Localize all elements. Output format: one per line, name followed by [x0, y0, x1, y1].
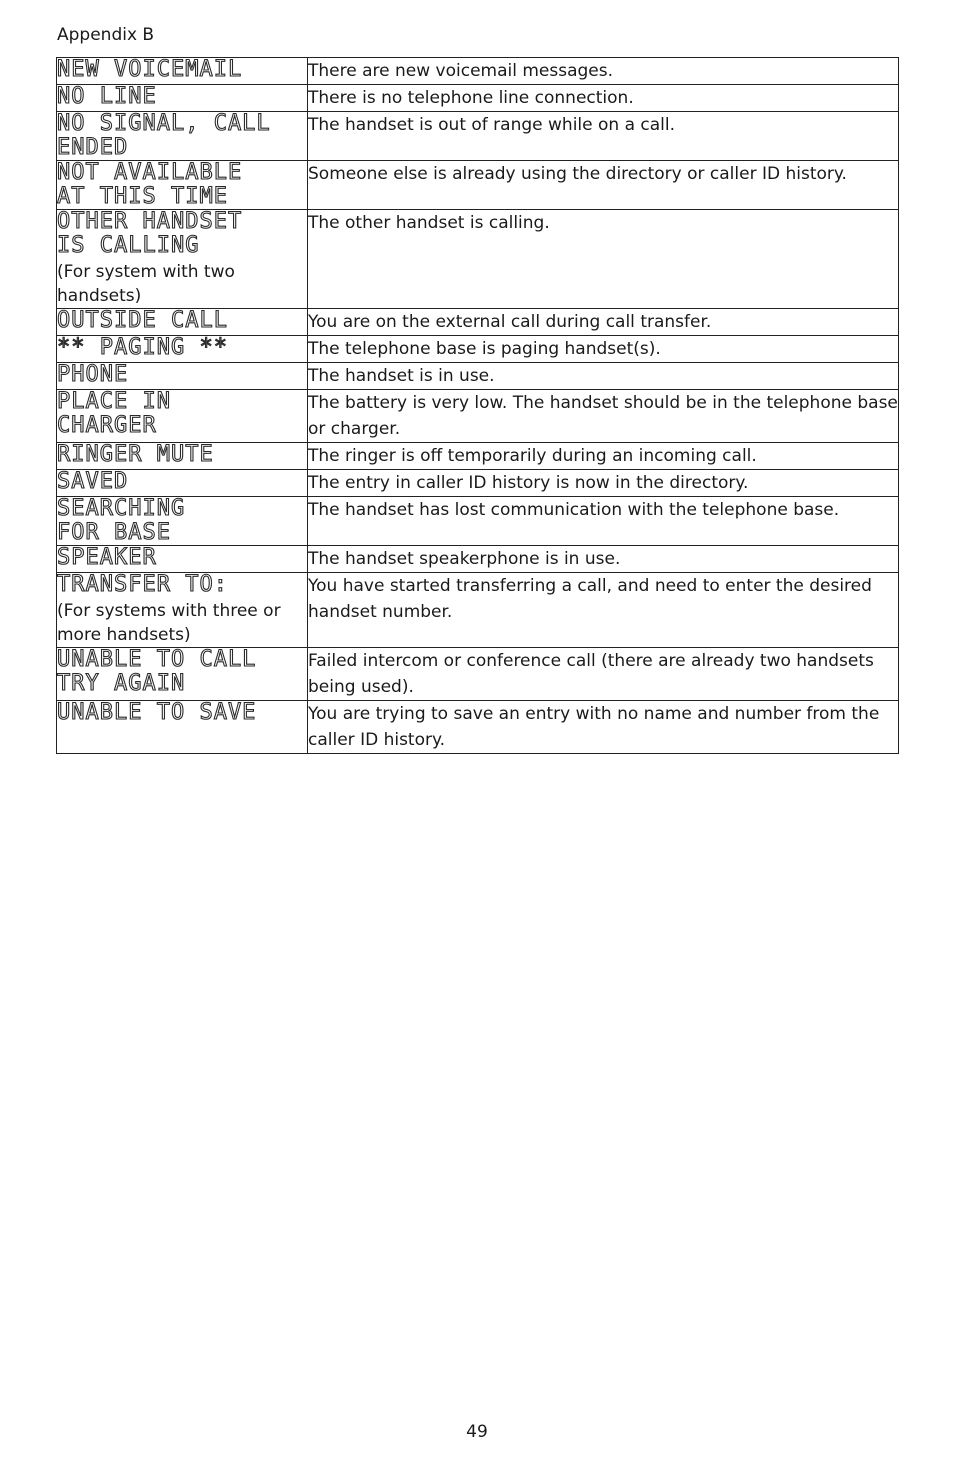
message-description: You are trying to save an entry with no name and number from the caller ID history. [308, 701, 899, 754]
display-note: (For systems with three or more handsets) [57, 601, 281, 645]
lcd-screen-text: OTHER HANDSET [57, 209, 243, 234]
lcd-screen-text: PHONE [57, 362, 129, 387]
message-description: You are on the external call during call transfer. [308, 309, 899, 336]
lcd-screen-text: FOR BASE [57, 520, 171, 545]
lcd-screen-text: ENDED [57, 135, 129, 160]
display-message-cell [57, 470, 308, 497]
display-message-cell [57, 112, 308, 161]
display-message-cell [57, 363, 308, 390]
table-row [57, 546, 899, 573]
table-row [57, 210, 899, 309]
display-message-cell [57, 390, 308, 443]
table-row [57, 58, 899, 85]
lcd-screen-text: TRY AGAIN [57, 671, 186, 696]
lcd-screen-text: TRANSFER TO: [57, 572, 228, 597]
display-message-cell [57, 443, 308, 470]
lcd-screen-text: NEW VOICEMAIL [57, 57, 243, 82]
page-number: 49 [466, 1422, 488, 1442]
table-row [57, 85, 899, 112]
table-row [57, 497, 899, 546]
display-message-cell [57, 701, 308, 754]
lcd-screen-text: NO SIGNAL, CALL [57, 111, 271, 136]
table-row [57, 573, 899, 648]
message-description: Someone else is already using the directory or caller ID history. [308, 161, 899, 210]
lcd-screen-text: UNABLE TO CALL [57, 647, 257, 672]
display-message-cell [57, 573, 308, 648]
message-description: The ringer is off temporarily during an incoming call. [308, 443, 899, 470]
display-message-cell [57, 58, 308, 85]
message-description: You have started transferring a call, and need to enter the desired handset number. [308, 573, 899, 648]
lcd-screen-text: SPEAKER [57, 545, 157, 570]
display-message-cell [57, 497, 308, 546]
table-row [57, 363, 899, 390]
table-row [57, 309, 899, 336]
display-note: (For system with two handsets) [57, 262, 235, 306]
display-message-cell [57, 161, 308, 210]
table-row [57, 336, 899, 363]
message-description: Failed intercom or conference call (there are already two handsets being used). [308, 648, 899, 701]
lcd-screen-text: UNABLE TO SAVE [57, 700, 257, 725]
display-message-cell [57, 546, 308, 573]
display-message-cell [57, 210, 308, 309]
lcd-screen-text: NOT AVAILABLE [57, 160, 243, 185]
message-description: The telephone base is paging handset(s). [308, 336, 899, 363]
table-row [57, 701, 899, 754]
table-row [57, 470, 899, 497]
lcd-screen-text: AT THIS TIME [57, 184, 228, 209]
message-description: The battery is very low. The handset should be in the telephone base or charger. [308, 390, 899, 443]
message-description: The handset has lost communication with the telephone base. [308, 497, 899, 546]
lcd-screen-text: ** PAGING ** [57, 335, 228, 360]
lcd-screen-text: CHARGER [57, 413, 157, 438]
table-row [57, 112, 899, 161]
message-description: There are new voicemail messages. [308, 58, 899, 85]
section-title: Appendix B [57, 25, 155, 45]
message-description: The handset speakerphone is in use. [308, 546, 899, 573]
lcd-screen-text: RINGER MUTE [57, 442, 214, 467]
display-message-cell [57, 85, 308, 112]
table-body [57, 58, 899, 754]
message-description: There is no telephone line connection. [308, 85, 899, 112]
table-row [57, 648, 899, 701]
display-message-cell [57, 309, 308, 336]
display-message-cell [57, 336, 308, 363]
lcd-screen-text: OUTSIDE CALL [57, 308, 228, 333]
table-row [57, 390, 899, 443]
lcd-screen-text: SAVED [57, 469, 129, 494]
message-description: The entry in caller ID history is now in the directory. [308, 470, 899, 497]
message-description: The other handset is calling. [308, 210, 899, 309]
lcd-screen-text: NO LINE [57, 84, 157, 109]
screen-messages-table [56, 57, 899, 754]
lcd-screen-text: PLACE IN [57, 389, 171, 414]
table-row [57, 161, 899, 210]
table-row [57, 443, 899, 470]
lcd-screen-text: IS CALLING [57, 233, 200, 258]
message-description: The handset is out of range while on a call. [308, 112, 899, 161]
lcd-screen-text: SEARCHING [57, 496, 186, 521]
message-description: The handset is in use. [308, 363, 899, 390]
display-message-cell [57, 648, 308, 701]
